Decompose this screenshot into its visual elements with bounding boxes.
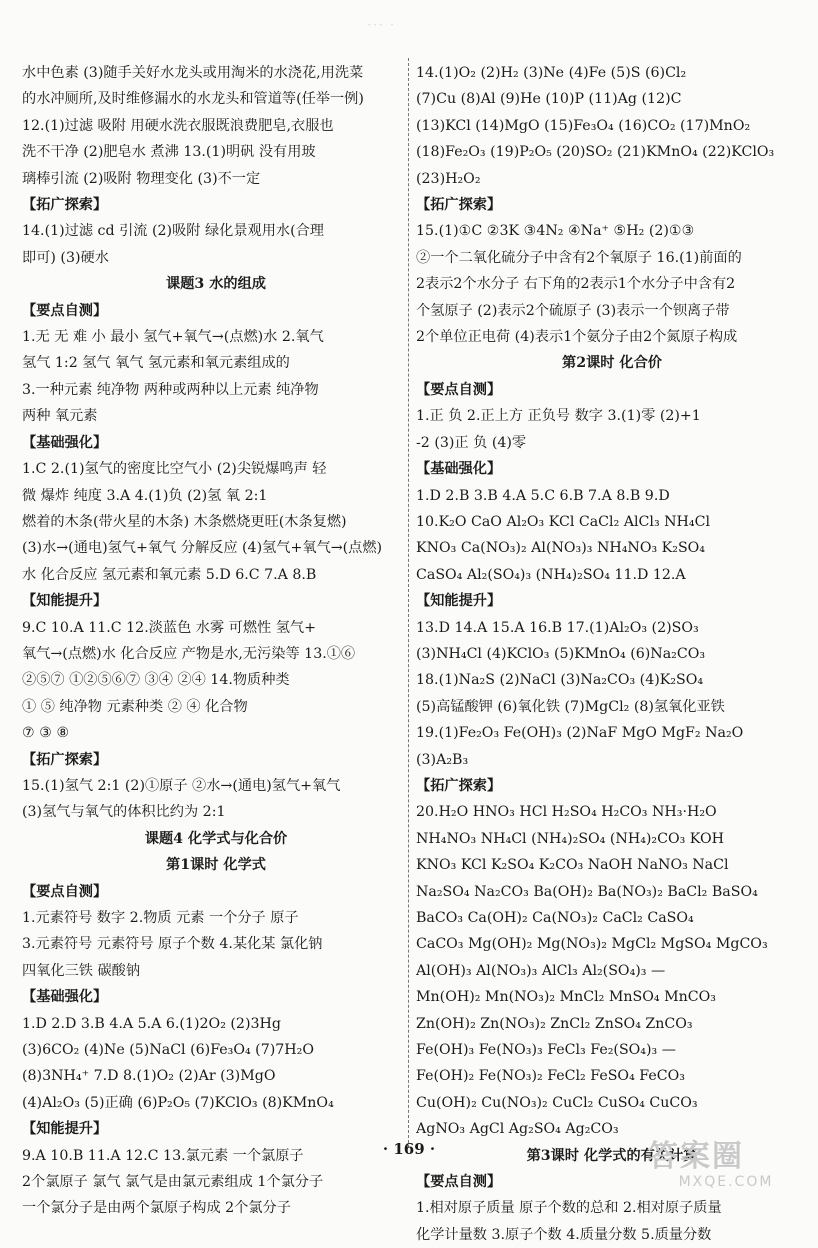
answer-line: (3)6CO₂ (4)Ne (5)NaCl (6)Fe₃O₄ (7)7H₂O	[22, 1042, 314, 1059]
answer-line: 1.无 无 难 小 最小 氢气+氧气→(点燃)水 2.氧气	[22, 329, 324, 346]
answer-line: 1.D 2.B 3.B 4.A 5.C 6.B 7.A 8.B 9.D	[416, 487, 670, 504]
page-number: · 169 ·	[382, 1140, 436, 1158]
answer-line: 20.H₂O HNO₃ HCl H₂SO₄ H₂CO₃ NH₃·H₂O	[416, 804, 717, 821]
answer-line: Na₂SO₄ Na₂CO₃ Ba(OH)₂ Ba(NO₃)₂ BaCl₂ BaSO₄	[416, 883, 758, 900]
answer-line: Al(OH)₃ Al(NO₃)₃ AlCl₃ Al₂(SO₄)₃ —	[416, 962, 666, 979]
lesson-title: 课题4 化学式与化合价	[144, 830, 288, 847]
section-heading: 【基础强化】	[416, 461, 502, 478]
answer-line: 14.(1)O₂ (2)H₂ (3)Ne (4)Fe (5)S (6)Cl₂	[416, 65, 687, 81]
answer-line: 12.(1)过滤 吸附 用硬水洗衣服既浪费肥皂,衣服也	[22, 117, 334, 134]
answer-line: 洗不干净 (2)肥皂水 煮沸 13.(1)明矾 没有用玻	[22, 144, 316, 161]
answer-line: 9.A 10.B 11.A 12.C 13.氯元素 一个氯原子	[22, 1147, 304, 1164]
answer-line: 2表示2个水分子 右下角的2表示1个水分子中含有2	[416, 276, 736, 293]
answer-line: (23)H₂O₂	[416, 170, 481, 187]
watermark-text: 答案圈	[648, 1139, 744, 1174]
section-heading: 【基础强化】	[22, 989, 108, 1006]
answer-line: NH₄NO₃ NH₄Cl (NH₄)₂SO₄ (NH₄)₂CO₃ KOH	[416, 830, 725, 847]
answer-line: Mn(OH)₂ Mn(NO₃)₂ MnCl₂ MnSO₄ MnCO₃	[416, 989, 716, 1006]
section-heading: 【要点自测】	[22, 302, 108, 319]
answer-line: 19.(1)Fe₂O₃ Fe(OH)₃ (2)NaF MgO MgF₂ Na₂O	[416, 725, 744, 742]
answer-line: KNO₃ Ca(NO₃)₂ Al(NO₃)₃ NH₄NO₃ K₂SO₄	[416, 540, 705, 557]
answer-line: (8)3NH₄⁺ 7.D 8.(1)O₂ (2)Ar (3)MgO	[22, 1068, 276, 1085]
section-heading: 【基础强化】	[22, 434, 108, 451]
answer-line: 1.相对原子质量 原子个数的总和 2.相对原子质量	[416, 1200, 722, 1217]
answer-line: (7)Cu (8)Al (9)He (10)P (11)Ag (12)C	[416, 91, 682, 108]
answer-line: 1.正 负 2.正上方 正负号 数字 3.(1)零 (2)+1	[416, 408, 701, 425]
answer-line: (3)氢气与氧气的体积比约为 2:1	[22, 804, 226, 821]
answer-line: 15.(1)氢气 2:1 (2)①原子 ②水→(通电)氢气+氧气	[22, 777, 341, 794]
answer-line: 即可) (3)硬水	[22, 249, 109, 266]
answer-line: ① ⑤ 纯净物 元素种类 ② ④ 化合物	[22, 698, 248, 715]
answer-line: (13)KCl (14)MgO (15)Fe₃O₄ (16)CO₂ (17)MnO₂	[416, 117, 751, 134]
answer-line: Zn(OH)₂ Zn(NO₃)₂ ZnCl₂ ZnSO₄ ZnCO₃	[416, 1015, 693, 1032]
answer-line: ②一个二氧化硫分子中含有2个氧原子 16.(1)前面的	[416, 249, 742, 266]
answer-line: 3.元素符号 元素符号 原子个数 4.某化某 氯化钠	[22, 936, 323, 953]
section-heading: 【知能提升】	[22, 1121, 108, 1138]
section-heading: 【要点自测】	[416, 381, 502, 398]
answer-line: 13.D 14.A 15.A 16.B 17.(1)Al₂O₃ (2)SO₃	[416, 619, 699, 636]
answer-line: -2 (3)正 负 (4)零	[416, 434, 527, 451]
answer-line: (5)高锰酸钾 (6)氧化铁 (7)MgCl₂ (8)氢氧化亚铁	[416, 698, 725, 715]
answer-line: 璃棒引流 (2)吸附 物理变化 (3)不一定	[22, 170, 261, 187]
answer-line: 2个单位正电荷 (4)表示1个氨分子由2个氮原子构成	[416, 329, 738, 346]
answer-line: (18)Fe₂O₃ (19)P₂O₅ (20)SO₂ (21)KMnO₄ (22)KClO₃	[416, 144, 775, 161]
answer-line: (3)A₂B₃	[416, 751, 469, 768]
answer-line: KNO₃ KCl K₂SO₄ K₂CO₃ NaOH NaNO₃ NaCl	[416, 857, 729, 874]
watermark-logo	[648, 1140, 804, 1192]
answer-line: 14.(1)过滤 cd 引流 (2)吸附 绿化景观用水(合理	[22, 223, 324, 240]
answer-line: 18.(1)Na₂S (2)NaCl (3)Na₂CO₃ (4)K₂SO₄	[416, 672, 704, 689]
answer-line: 燃着的木条(带火星的木条) 木条燃烧更旺(木条复燃)	[22, 513, 347, 530]
lesson-title: 课题3 水的组成	[166, 276, 266, 293]
section-heading: 【要点自测】	[416, 1174, 502, 1191]
answer-line: 一个氯分子是由两个氯原子构成 2个氯分子	[22, 1200, 291, 1217]
answer-line: 9.C 10.A 11.C 12.淡蓝色 水雾 可燃性 氢气+	[22, 619, 317, 636]
answer-line: 1.C 2.(1)氢气的密度比空气小 (2)尖锐爆鸣声 轻	[22, 461, 327, 478]
right-answer-column	[416, 60, 808, 1248]
answer-line: 微 爆炸 纯度 3.A 4.(1)负 (2)氢 氧 2:1	[22, 487, 268, 504]
section-heading: 【要点自测】	[22, 883, 108, 900]
page-top-mark: --- -	[368, 20, 397, 29]
answer-line: 3.一种元素 纯净物 两种或两种以上元素 纯净物	[22, 381, 319, 398]
answer-line: 1.D 2.D 3.B 4.A 5.A 6.(1)2O₂ (2)3Hg	[22, 1015, 281, 1032]
answer-line: 化学计量数 3.原子个数 4.质量分数 5.质量分数	[416, 1226, 712, 1243]
answer-line: Fe(OH)₂ Fe(NO₃)₂ FeCl₂ FeSO₄ FeCO₃	[416, 1068, 685, 1085]
lesson-title: 第1课时 化学式	[166, 857, 266, 874]
answer-line: (3)NH₄Cl (4)KClO₃ (5)KMnO₄ (6)Na₂CO₃	[416, 645, 706, 662]
answer-line: 2个氯原子 氯气 氯气是由氯元素组成 1个氯分子	[22, 1174, 324, 1191]
section-heading: 【拓广探索】	[22, 197, 108, 214]
answer-line: CaSO₄ Al₂(SO₄)₃ (NH₄)₂SO₄ 11.D 12.A	[416, 566, 686, 583]
section-heading: 【拓广探索】	[416, 777, 502, 794]
section-heading: 【知能提升】	[416, 593, 502, 610]
answer-line: 氧气→(点燃)水 化合反应 产物是水,无污染等 13.①⑥	[22, 645, 356, 662]
answer-line: 15.(1)①C ②3K ③4N₂ ④Na⁺ ⑤H₂ (2)①③	[416, 223, 695, 240]
answer-line: 氢气 1:2 氢气 氧气 氢元素和氧元素组成的	[22, 355, 290, 372]
answer-line: Fe(OH)₃ Fe(NO₃)₃ FeCl₃ Fe₂(SO₄)₃ —	[416, 1042, 676, 1059]
answer-line: (3)水→(通电)氢气+氧气 分解反应 (4)氢气+氧气→(点燃)	[22, 540, 383, 557]
left-answer-column	[22, 60, 410, 1222]
answer-line: 个氢原子 (2)表示2个硫原子 (3)表示一个钡离子带	[416, 302, 730, 319]
lesson-title: 第2课时 化合价	[562, 355, 662, 372]
answer-line: 的水冲厕所,及时维修漏水的水龙头和管道等(任举一例)	[22, 91, 364, 108]
section-heading: 【拓广探索】	[416, 197, 502, 214]
section-heading: 【知能提升】	[22, 593, 108, 610]
answer-line: 四氧化三铁 碳酸钠	[22, 962, 141, 979]
answer-line: ⑦ ③ ⑧	[22, 725, 70, 742]
answer-line: 1.元素符号 数字 2.物质 元素 一个分子 原子	[22, 910, 299, 926]
section-heading: 【拓广探索】	[22, 751, 108, 768]
answer-line: 水 化合反应 氢元素和氧元素 5.D 6.C 7.A 8.B	[22, 566, 317, 583]
answer-line: 10.K₂O CaO Al₂O₃ KCl CaCl₂ AlCl₃ NH₄Cl	[416, 513, 711, 530]
answer-line: BaCO₃ Ca(OH)₂ Ca(NO₃)₂ CaCl₂ CaSO₄	[416, 910, 694, 926]
column-divider	[408, 58, 409, 1148]
watermark-url: MXQE.COM	[678, 1174, 774, 1190]
answer-line: CaCO₃ Mg(OH)₂ Mg(NO₃)₂ MgCl₂ MgSO₄ MgCO₃	[416, 936, 768, 953]
answer-line: ②⑤⑦ ①②⑤⑥⑦ ③④ ②④ 14.物质种类	[22, 672, 290, 689]
answer-line: Cu(OH)₂ Cu(NO₃)₂ CuCl₂ CuSO₄ CuCO₃	[416, 1094, 698, 1111]
answer-line: (4)Al₂O₃ (5)正确 (6)P₂O₅ (7)KClO₃ (8)KMnO₄	[22, 1094, 334, 1111]
answer-line: 两种 氧元素	[22, 408, 98, 425]
lesson-title: 第3课时 化学式的有关计算	[526, 1147, 698, 1164]
answer-line: 水中色素 (3)随手关好水龙头或用淘米的水浇花,用洗菜	[22, 65, 364, 81]
answer-line: AgNO₃ AgCl Ag₂SO₄ Ag₂CO₃	[416, 1121, 619, 1138]
